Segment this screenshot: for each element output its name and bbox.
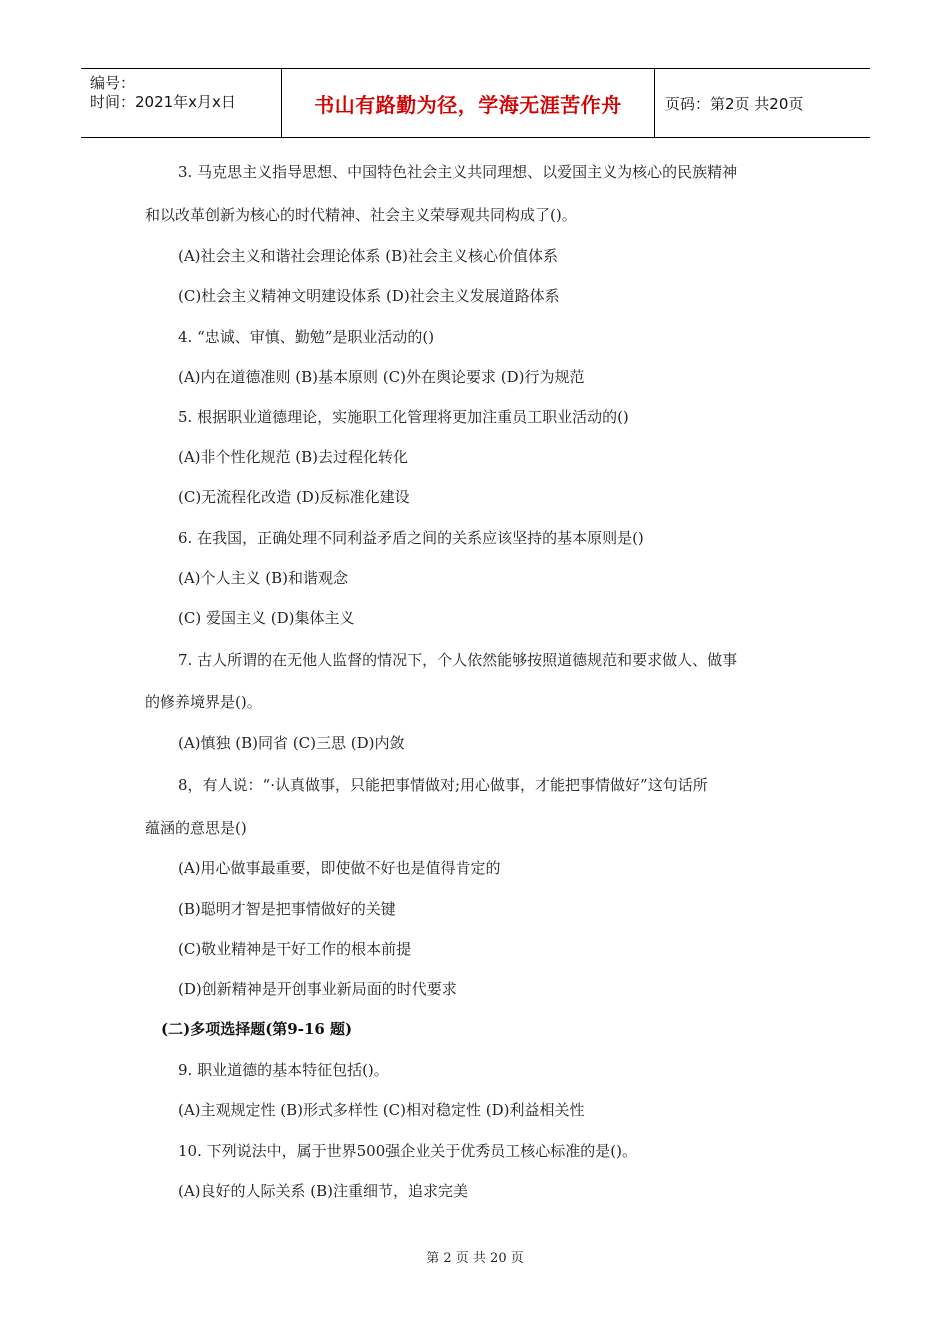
question-8-option-d: (D)创新精神是开创事业新局面的时代要求 (178, 980, 457, 998)
header-page-info: 页码：第2页 共20页 (665, 94, 804, 113)
question-9-text: 9. 职业道德的基本特征包括()。 (178, 1061, 389, 1079)
question-3-text: 3. 马克思主义指导思想、中国特色社会主义共同理想、以爱国主义为核心的民族精神 (178, 163, 738, 181)
question-5-options-cd: (C)无流程化改造 (D)反标准化建设 (178, 488, 410, 506)
question-8-text-cont: 蕴涵的意思是() (145, 819, 247, 837)
question-8-option-a: (A)用心做事最重要，即使做不好也是值得肯定的 (178, 859, 501, 877)
question-4-text: 4. “忠诚、审慎、勤勉”是职业活动的() (178, 328, 435, 346)
question-5-text: 5. 根据职业道德理论，实施职工化管理将更加注重员工职业活动的() (178, 408, 629, 426)
question-6-options-cd: (C) 爱国主义 (D)集体主义 (178, 609, 355, 627)
question-3-options-cd: (C)杜会主义精神文明建设体系 (D)社会主义发展道路体系 (178, 287, 560, 305)
question-7-options: (A)慎独 (B)同省 (C)三思 (D)内敛 (178, 734, 405, 752)
question-3-options-ab: (A)社会主义和谐社会理论体系 (B)社会主义核心价值体系 (178, 247, 559, 265)
doc-date-label: 时间：2021年x月x日 (90, 93, 236, 111)
question-6-text: 6. 在我国，正确处理不同利益矛盾之间的关系应该坚持的基本原则是() (178, 529, 644, 547)
question-4-options: (A)内在道德准则 (B)基本原则 (C)外在舆论要求 (D)行为规范 (178, 368, 585, 386)
page-header (81, 68, 870, 138)
question-10-text: 10. 下列说法中，属于世界500强企业关于优秀员工核心标准的是()。 (178, 1142, 637, 1160)
question-3-text-cont: 和以改革创新为核心的时代精神、社会主义荣辱观共同构成了()。 (145, 206, 577, 224)
doc-number-label: 编号： (90, 74, 136, 92)
question-6-options-ab: (A)个人主义 (B)和谐观念 (178, 569, 349, 587)
question-5-options-ab: (A)非个性化规范 (B)去过程化转化 (178, 448, 409, 466)
question-8-text: 8，有人说：“·认真做事，只能把事情做对;用心做事，才能把事情做好”这句话所 (178, 776, 708, 794)
question-10-options-ab: (A)良好的人际关系 (B)注重细节，追求完美 (178, 1182, 469, 1200)
question-8-option-c: (C)敬业精神是干好工作的根本前提 (178, 940, 412, 958)
header-meta-cell (81, 69, 282, 137)
question-7-text-cont: 的修养境界是()。 (145, 693, 262, 711)
section-heading-multiple-choice: (二)多项选择题(第9-16 题) (161, 1020, 353, 1038)
question-8-option-b: (B)聪明才智是把事情做好的关键 (178, 900, 396, 918)
header-motto: 书山有路勤为径，学海无涯苦作舟 (282, 69, 655, 137)
question-9-options: (A)主观规定性 (B)形式多样性 (C)相对稳定性 (D)利益相关性 (178, 1101, 585, 1119)
page-footer: 第 2 页 共 20 页 (426, 1251, 524, 1266)
question-7-text: 7. 古人所谓的在无他人监督的情况下，个人依然能够按照道德规范和要求做人、做事 (178, 651, 738, 669)
